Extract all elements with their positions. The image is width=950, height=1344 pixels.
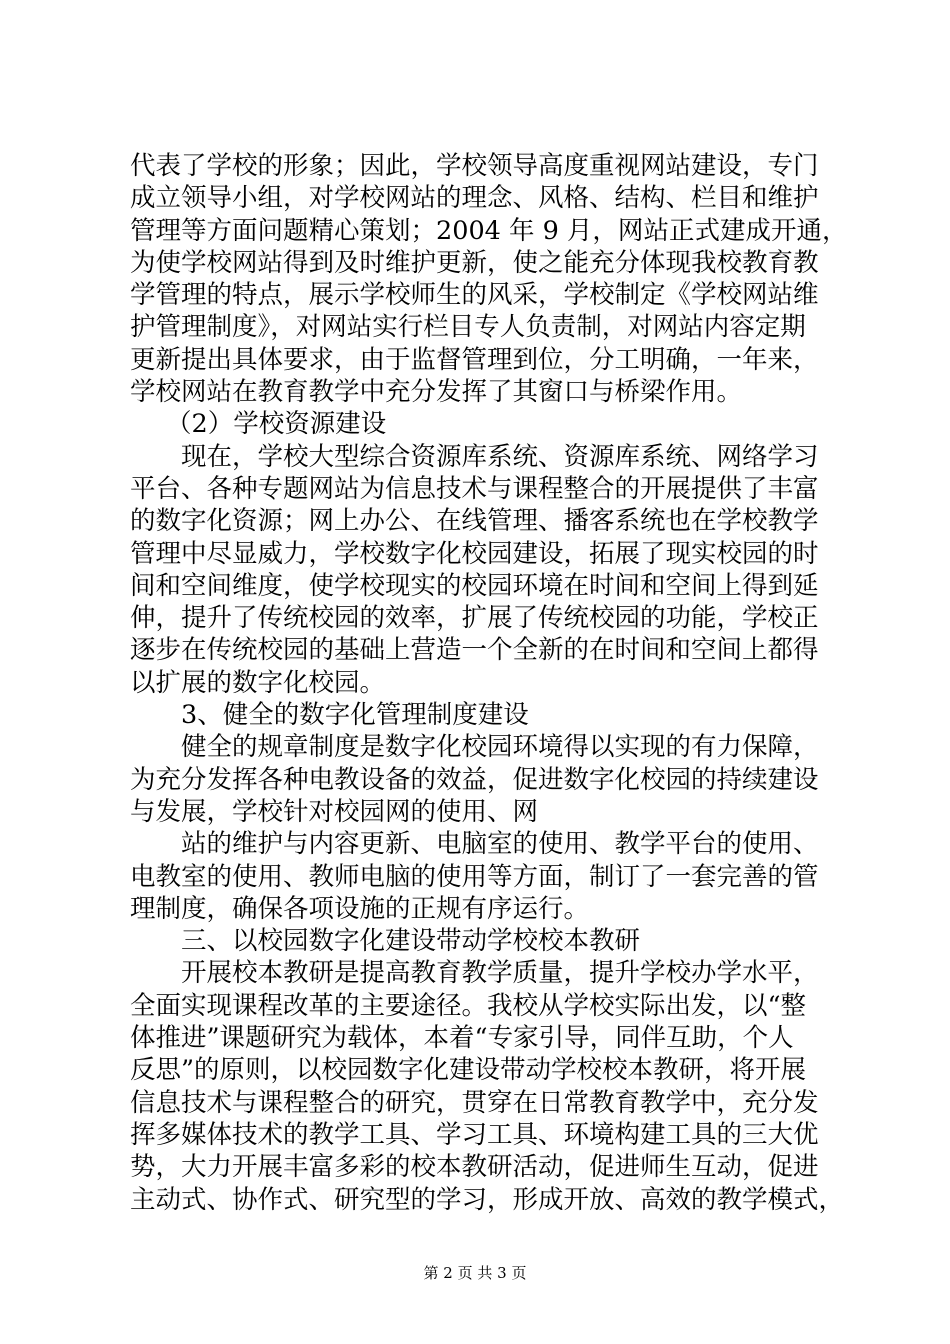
text-line: 开展校本教研是提高教育教学质量，提升学校办学水平， <box>181 958 819 989</box>
text-line: 护管理制度》，对网站实行栏目专人负责制，对网站内容定期 <box>130 312 806 343</box>
section-heading: 三、以校园数字化建设带动学校校本教研 <box>181 926 641 957</box>
text-line: 体推进”课题研究为载体，本着“专家引导，同伴互助，个人 <box>130 1023 794 1054</box>
text-line: 信息技术与课程整合的研究，贯穿在日常教育教学中，充分发 <box>130 1087 819 1118</box>
text-line: 管理等方面问题精心策划；2004 年 9 月，网站正式建成开通， <box>130 215 848 246</box>
text-line: 以扩展的数字化校园。 <box>130 667 386 698</box>
text-line: 学管理的特点，展示学校师生的风采，学校制定《学校网站维 <box>130 280 819 311</box>
text-line: 站的维护与内容更新、电脑室的使用、教学平台的使用、 <box>181 829 819 860</box>
text-line: 现在，学校大型综合资源库系统、资源库系统、网络学习 <box>181 441 819 472</box>
text-line: 健全的规章制度是数字化校园环境得以实现的有力保障， <box>181 732 819 763</box>
text-line: 挥多媒体技术的教学工具、学习工具、环境构建工具的三大优 <box>130 1119 819 1150</box>
text-line: 电教室的使用、教师电脑的使用等方面，制订了一套完善的管 <box>130 861 819 892</box>
text-line: 管理中尽显威力，学校数字化校园建设，拓展了现实校园的时 <box>130 538 819 569</box>
text-line: 间和空间维度，使学校现实的校园环境在时间和空间上得到延 <box>130 570 819 601</box>
text-line: 为使学校网站得到及时维护更新，使之能充分体现我校教育教 <box>130 247 819 278</box>
text-line: 伸，提升了传统校园的效率，扩展了传统校园的功能，学校正 <box>130 603 819 634</box>
text-line: 代表了学校的形象；因此，学校领导高度重视网站建设，专门 <box>130 151 819 181</box>
section-heading: 3、健全的数字化管理制度建设 <box>181 700 529 731</box>
text-line: 的数字化资源；网上办公、在线管理、播客系统也在学校教学 <box>130 506 819 537</box>
text-line: 更新提出具体要求，由于监督管理到位，分工明确，一年来， <box>130 344 819 375</box>
text-line: 逐步在传统校园的基础上营造一个全新的在时间和空间上都得 <box>130 635 819 666</box>
text-line: 理制度，确保各项设施的正规有序运行。 <box>130 893 590 924</box>
text-line: 全面实现课程改革的主要途径。我校从学校实际出发，以“整 <box>130 990 807 1021</box>
text-line: 成立领导小组，对学校网站的理念、风格、结构、栏目和维护 <box>130 183 819 214</box>
document-body <box>130 150 848 1216</box>
text-line: 势，大力开展丰富多彩的校本教研活动，促进师生互动，促进 <box>130 1152 819 1183</box>
text-line: 平台、各种专题网站为信息技术与课程整合的开展提供了丰富 <box>130 473 819 504</box>
text-line: 学校网站在教育教学中充分发挥了其窗口与桥梁作用。 <box>130 377 743 408</box>
text-line: 主动式、协作式、研究型的学习，形成开放、高效的教学模式， <box>130 1184 845 1215</box>
text-line: 为充分发挥各种电教设备的效益，促进数字化校园的持续建设 <box>130 764 819 795</box>
page-number: 第 2 页 共 3 页 <box>423 1264 527 1282</box>
text-line: 反思”的原则，以校园数字化建设带动学校校本教研，将开展 <box>130 1055 807 1086</box>
section-heading: （2）学校资源建设 <box>166 409 387 440</box>
text-line: 与发展，学校针对校园网的使用、网 <box>130 796 539 827</box>
